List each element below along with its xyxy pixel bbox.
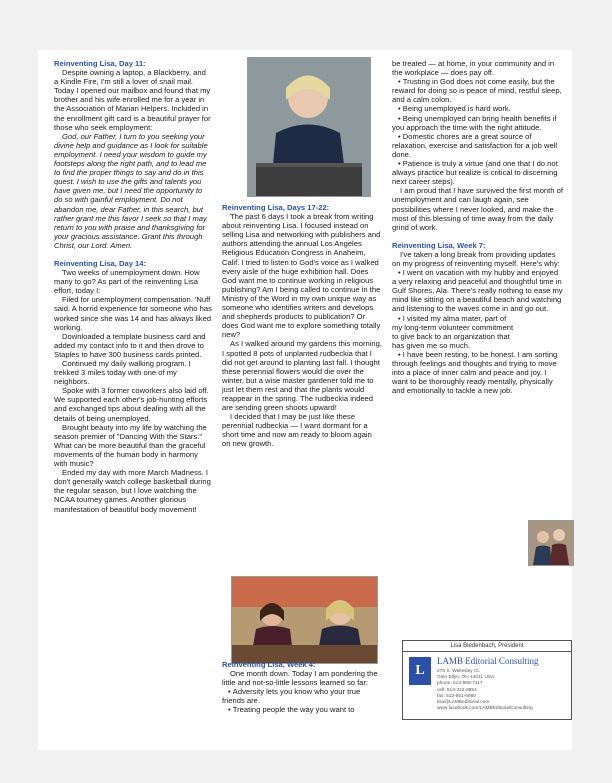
lamb-logo: L [409,657,431,685]
heading-day-11: Reinventing Lisa, Day 11: [54,59,146,68]
photo-woman-with-books [247,57,371,197]
week4-bullet-2: • Treating people the way you want to [222,705,382,714]
facebook-line: www.facebook.com/LAMBEditorialConsulting [437,706,533,712]
day14-paragraph-6: Brought beauty into my life by watching the season premier of "Dancing With the Stars." What can be more beautiful than the graceful movements of the human body in harmony with music? [54,422,207,469]
week4-bullet-5: • Being unemployed can bring health benefits if you approach the time with the right attitude. [392,114,564,132]
business-card [402,640,572,720]
week4-bullet-1: • Adversity lets you know who your true friends are. [222,687,382,705]
week4-closing: I am proud that I have survived the first month of unemployment and can laugh again, see possibilities where I never looked, and make the most of this blessing of time away from the daily grind of work. [392,186,563,232]
week4-bullet-4: • Being unemployed is hard work. [392,104,564,113]
week4-continued: be treated — at home, in your community and in the workplace — does pay off. [392,59,555,78]
heading-day-14: Reinventing Lisa, Day 14: [54,258,146,268]
day14-paragraph-3: Downloaded a template business card and added my contact info to it and then drove to Staples to have 300 business cards printed. [54,331,206,359]
column-1 [54,59,212,514]
week4-paragraph: One month down. Today I am pondering the little and not-so-little lessons learned so far: [222,669,378,688]
week7-bullet-3: • I have been resting, to be honest. I am sorting through feelings and thoughts and trying to move into a place of inner calm and peace and joy. I want to be thoroughly ready mentally, physically and emotionally to tackle a new job. [392,350,564,395]
week7-bullet-2: • I visited my alma mater, part of my long-term volunteer commitment to give back to an organization that has given me so much. [392,314,564,350]
card-name-title: Lisa Biedenbach, President [403,641,571,652]
photo-two-women-at-table [231,576,378,664]
column-2-bottom [222,660,382,715]
week4-bullet-3: • Trusting in God does not come easily, but the reward for doing so is peace of mind, restful sleep, and a calm colon. [392,77,564,104]
column-3 [392,59,564,395]
address-line-2: Glen Ellyn, OH 44011 USA [437,675,495,681]
fax-line: fax: 513-851-6950 [437,693,476,699]
heading-days-17-22: Reinventing Lisa, Days 17-22: [222,203,330,212]
day14-paragraph-5: Spoke with 3 former coworkers also laid off. We supported each other's job-hunting efforts and exchanged tips about dealing with all the details of being unemployed. [54,386,209,423]
day14-paragraph-7: Ended my day with more March Madness. I don't generally watch college basketball during the regular season, but I love watching the NCAA tourney games. Another glorious manifestation of beautiful body movement! [54,468,211,514]
days17-paragraph-1: The past 6 days I took a break from writing about reinventing Lisa. I focused instead on selling Lisa and networking with publishers and authors attending the annual Los Angeles Religious Education Congress in Anaheim, Calif. I tried to listen to God's voice as I walked every aisle of the huge exhibition hall. Does God want me to continue working in religious publishing? Am I being called to continue in the Ministry of the Word in my own unique way as someone who identifies writers and develops and shepherds products to publication? Or does God want me to explore something totally new? [222,212,381,340]
days17-paragraph-2: As I walked around my gardens this morning, I spotted 8 pots of unplanted rudbeckia that I did not get around to planting last fall. I thought these perennial flowers would die over the winter, but a wise master gardener told me to just let them rest and that the plants would reappear in the spring. The rudbeckia indeed are sending green shoots upward! [222,339,382,413]
employment-prayer: God, our Father, I turn to you seeking your divine help and guidance as I look for suitable employment. I need your wisdom to guide my footsteps along the right path, and to lead me to find the proper things to say and do in this quest. I wish to use the gifts and talents you have given me, but I need the opportunity to do so with gainful employment. Do not abandon me, dear Father, in this search, but rather grant me this favor I seek so that I may return to you with praise and thanksgiving for your gracious assistance. Grant this through Christ, our Lord. Amen. [54,131,208,250]
day14-paragraph-4: Continued my daily walking program. I trekked 3 miles today with one of my neighbors. [54,359,191,387]
photo-two-people [528,520,574,566]
day14-paragraph-2: Filed for unemployment compensation. 'Nuff said. A horrid experience for someone who has worked since she was 14 and has always liked working. [54,295,212,332]
week4-bullet-6: • Domestic chores are a great source of relaxation, exercise and satisfaction for a job well done. [392,132,564,159]
heading-week-7: Reinventing Lisa, Week 7: [392,240,486,250]
day14-paragraph-1: Two weeks of unemployment down. How many to go? As part of the reinventing Lisa effort, today I: [54,268,200,296]
week4-bullet-7: • Patience is truly a virtue (and one that I do not always practice but realize is critical to discerning next career steps). [392,159,564,186]
address-line-1: 275 S. Wellesley Ct. [437,669,481,674]
company-name: LAMB Editorial Consulting [437,656,539,666]
day11-paragraph: Despite owning a laptop, a Blackberry, and a Kindle Fire, I'm still a lover of snail mail. Today I opened our mailbox and found that my brother and his wife enrolled me for a year in the Association of Marian Helpers. Included in the enrollment gift card is a beautiful prayer for those who seek employment: [54,68,211,132]
phone-line: phone: 513-888-7117 [437,681,483,687]
column-2 [222,203,382,449]
week7-paragraph: I've taken a long break from providing updates on my progress of reinventing myself. Here's why: [392,249,560,268]
week7-bullet-1: • I went on vacation with my hubby and enjoyed a very relaxing and peaceful and thoughtful time in Gulf Shores, Ala. There's really nothing to ease my mind like sitting on a beautiful beach and watching and listening to the waves come in and go out. [392,268,564,313]
heading-week-4: Reinventing Lisa, Week 4: [222,660,316,669]
cell-line: cell: 513-312-8854 [437,687,477,693]
contact-details [437,669,533,712]
days17-paragraph-3: I decided that I may be just like these perennial rudbeckia — I want dormant for a short time and now am ready to bloom again on new growth. [222,412,372,449]
email-line: lisa@LAMBeditorial.com [437,700,490,706]
